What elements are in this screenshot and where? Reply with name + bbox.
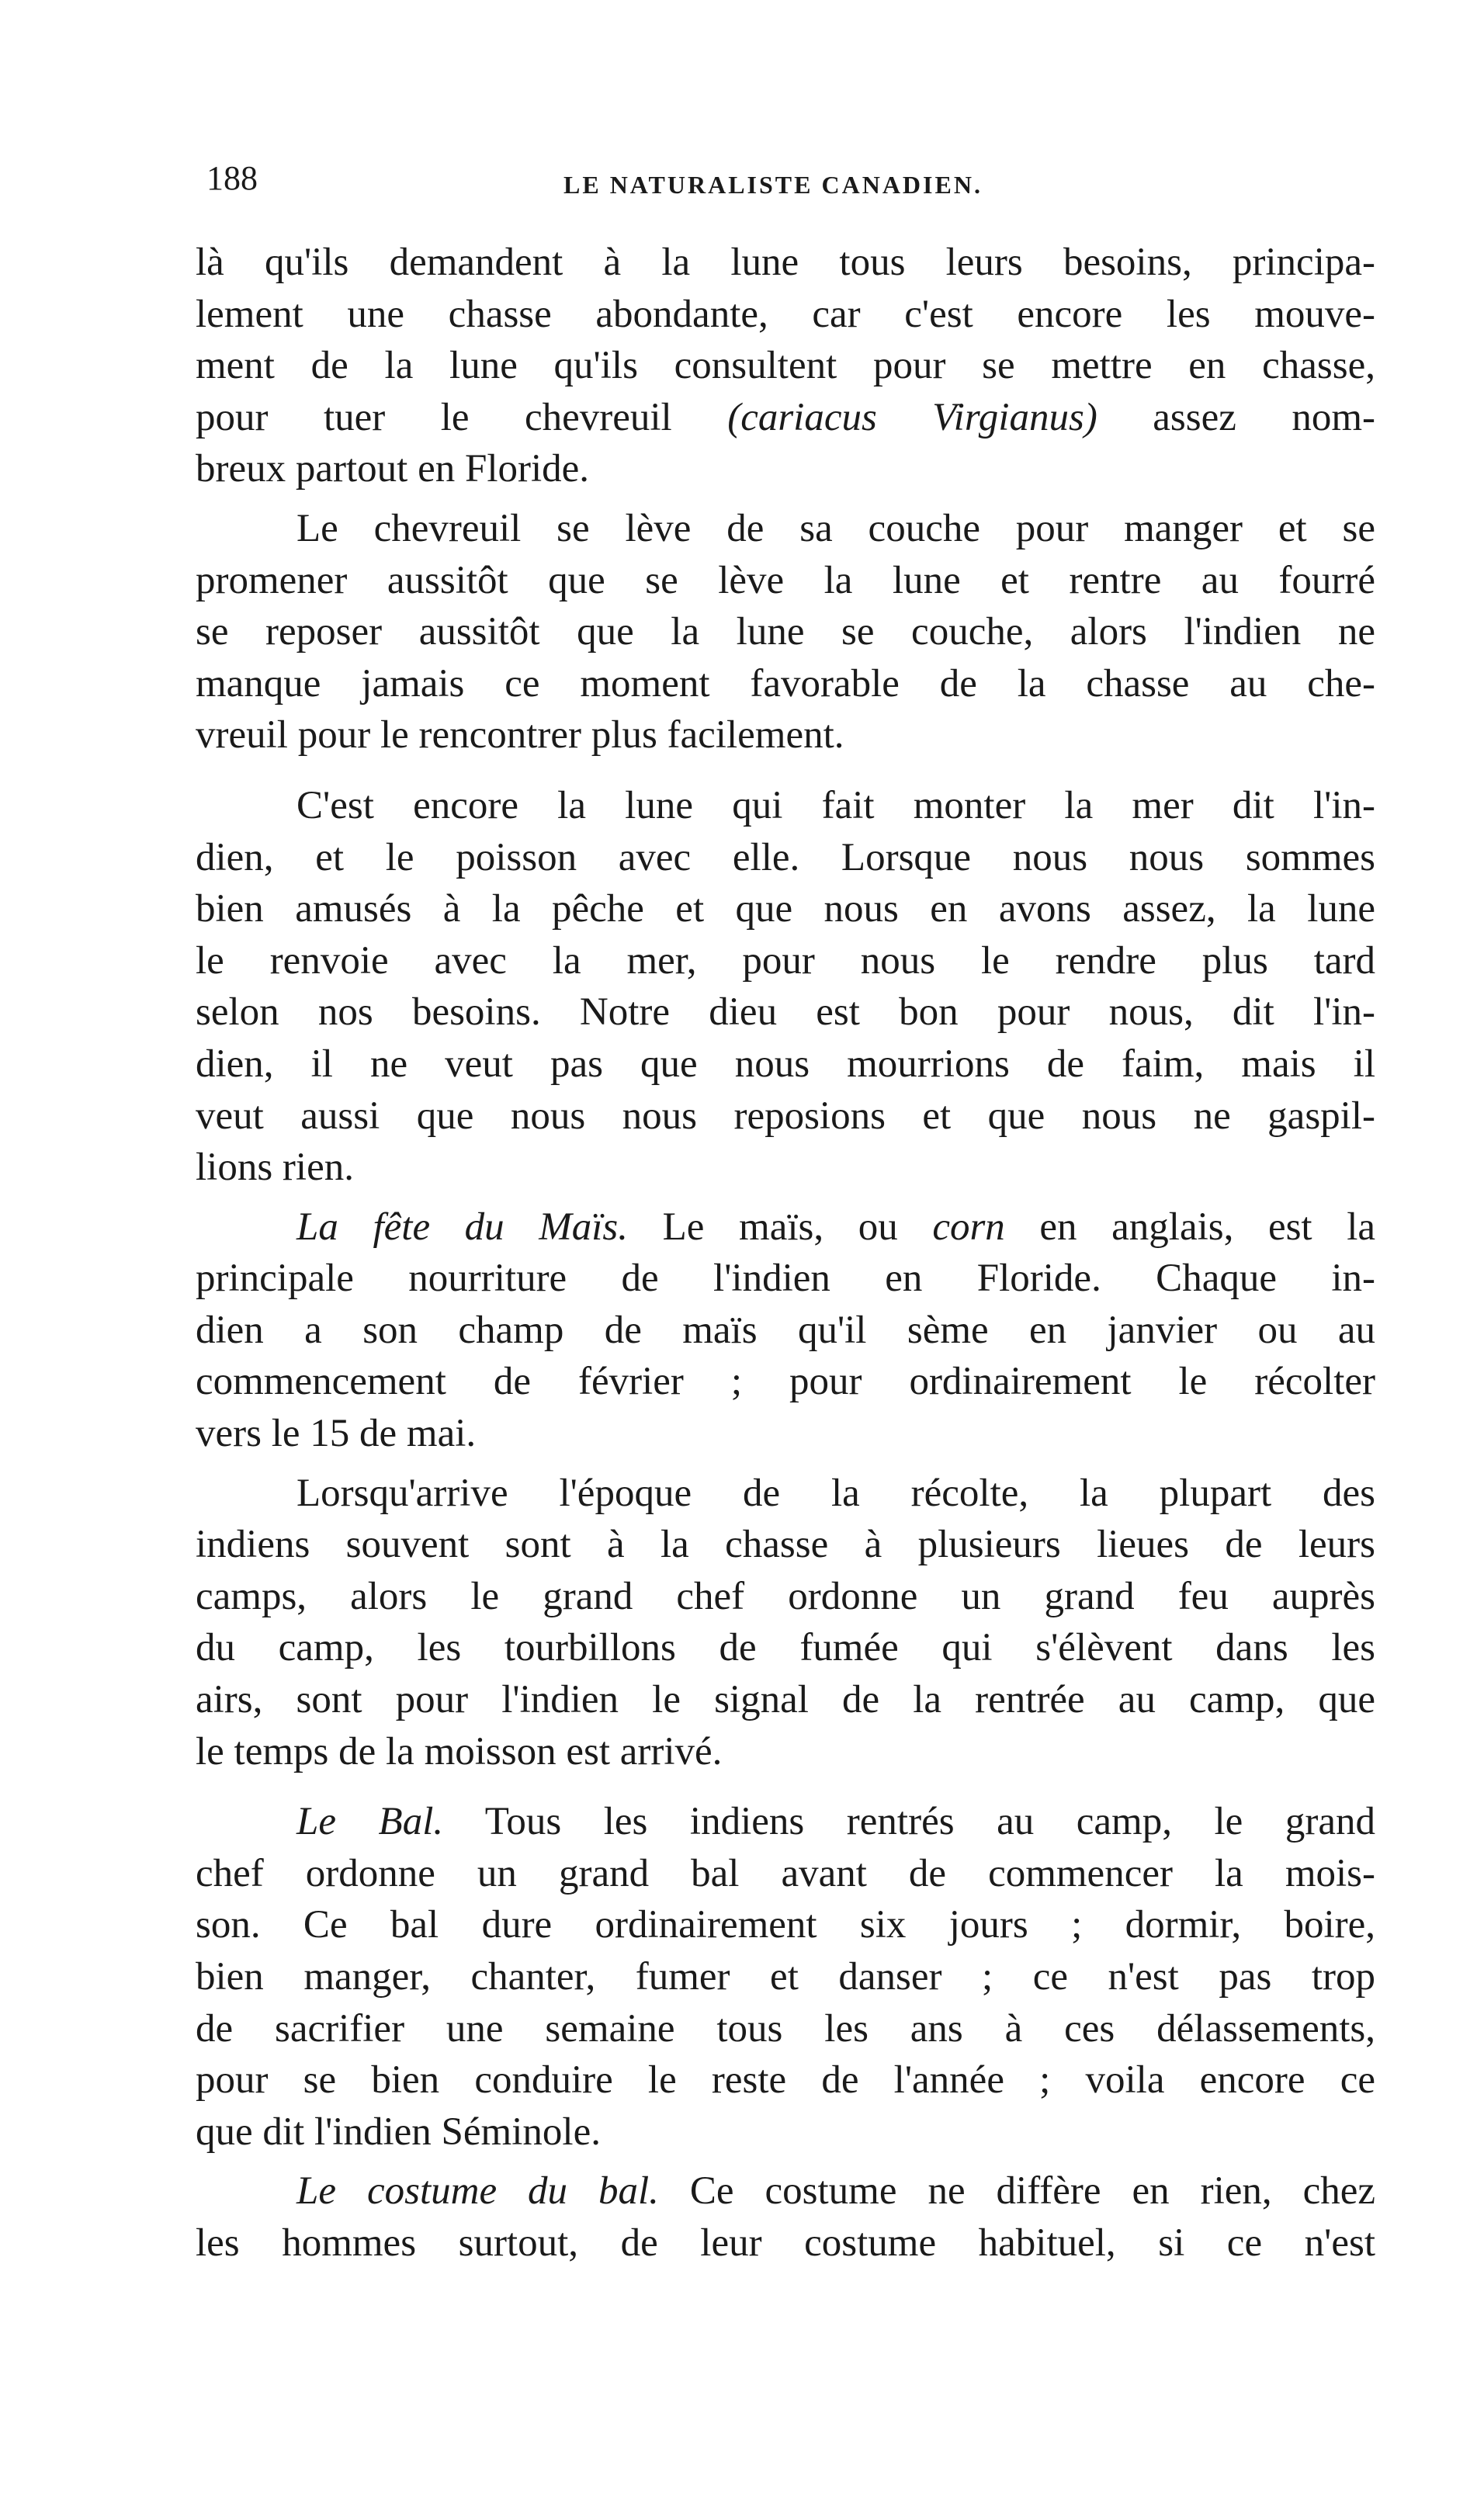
text-line: manque jamais ce moment favorable de la chasse au che- [196, 661, 1375, 706]
paragraph [196, 503, 1375, 761]
paragraph-gap [196, 1460, 1375, 1468]
text-line: son. Ce bal dure ordinairement six jours ; dormir, boire, [196, 1903, 1375, 1947]
text-run: Ce costume ne diffère en rien, chez [689, 2169, 1375, 2214]
text-line: bien manger, chanter, fumer et danser ; ce n'est pas trop [196, 1955, 1375, 1999]
text-line: lions rien. [196, 1146, 354, 1190]
text-line: camps, alors le grand chef ordonne un grand feu auprès [196, 1574, 1375, 1618]
text-line: Lorsqu'arrive l'époque de la récolte, la plupart des [296, 1471, 1375, 1515]
text-line: dien, il ne veut pas que nous mourrions de faim, mais il [196, 1042, 1375, 1086]
page-number: 188 [206, 159, 258, 197]
text-line: le temps de la moisson est arrivé. [196, 1729, 723, 1773]
paragraph-gap [196, 2158, 1375, 2165]
body-text [196, 237, 1375, 2269]
paragraph-gap [196, 1194, 1375, 1201]
species-name: (cariacus Virgianus) [727, 395, 1097, 439]
text-line: du camp, les tourbillons de fumée qui s'élèvent dans les [196, 1626, 1375, 1670]
text-line: dien, et le poisson avec elle. Lorsque nous nous sommes [196, 835, 1375, 879]
paragraph [196, 1796, 1375, 2158]
paragraph [196, 237, 1375, 495]
text-run: Le maïs, ou [662, 1205, 898, 1249]
text-line: principale nourriture de l'indien en Floride. Chaque in- [196, 1257, 1375, 1301]
text-line: lement une chasse abondante, car c'est encore les mouve- [196, 292, 1375, 336]
text-line: de sacrifier une semaine tous les ans à ces délassements, [196, 2006, 1375, 2051]
paragraph [196, 1201, 1375, 1460]
paragraph-gap [196, 495, 1375, 503]
paragraph [196, 2165, 1375, 2269]
text-run: pour tuer le chevreuil [196, 395, 672, 439]
text-line: veut aussi que nous nous reposions et que nous ne gaspil- [196, 1094, 1375, 1138]
text-line: vers le 15 de mai. [196, 1412, 477, 1456]
text-line [196, 1796, 1375, 1848]
text-line: indiens souvent sont à la chasse à plusieurs lieues de leurs [196, 1523, 1375, 1567]
section-heading: Le costume du bal. [296, 2169, 659, 2214]
page-header [206, 155, 1378, 210]
text-line: airs, sont pour l'indien le signal de la rentrée au camp, que [196, 1678, 1375, 1722]
text-line: selon nos besoins. Notre dieu est bon pour nous, dit l'in- [196, 990, 1375, 1035]
text-line [196, 1201, 1375, 1253]
paragraph [196, 1468, 1375, 1778]
text-line: le renvoie avec la mer, pour nous le rendre plus tard [196, 938, 1375, 983]
paragraph-gap [196, 1777, 1375, 1796]
text-line: là qu'ils demandent à la lune tous leurs besoins, principa- [196, 241, 1375, 284]
text-line: vreuil pour le rencontrer plus facilement. [196, 713, 844, 758]
text-line: Le chevreuil se lève de sa couche pour manger et se [296, 506, 1375, 550]
text-line: chef ordonne un grand bal avant de commencer la mois- [196, 1851, 1375, 1895]
text-line [196, 392, 1375, 444]
text-line: bien amusés à la pêche et que nous en avons assez, la lune [196, 887, 1375, 931]
section-heading: Le Bal. [296, 1800, 444, 1844]
text-line: commencement de février ; pour ordinairement le récolter [196, 1360, 1375, 1404]
text-run: Tous les indiens rentrés au camp, le grand [484, 1800, 1375, 1844]
text-line: se reposer aussitôt que la lune se couche, alors l'indien ne [196, 610, 1375, 654]
text-run: assez nom- [1153, 395, 1376, 439]
running-title: LE NATURALISTE CANADIEN. [563, 171, 983, 199]
text-line: promener aussitôt que se lève la lune et rentre au fourré [196, 558, 1375, 602]
text-line: pour se bien conduire le reste de l'année ; voila encore ce [196, 2058, 1375, 2103]
text-line: les hommes surtout, de leur costume habituel, si ce n'est [196, 2221, 1375, 2265]
text-line: breux partout en Floride. [196, 447, 590, 491]
text-line [196, 2165, 1375, 2217]
paragraph-gap [196, 761, 1375, 780]
paragraph [196, 780, 1375, 1194]
section-heading: La fête du Maïs. [296, 1205, 629, 1249]
foreign-word: corn [932, 1205, 1005, 1249]
text-line: ment de la lune qu'ils consultent pour se mettre en chasse, [196, 344, 1375, 388]
text-line: que dit l'indien Séminole. [196, 2110, 601, 2154]
text-line: dien a son champ de maïs qu'il sème en janvier ou au [196, 1308, 1375, 1352]
text-run: en anglais, est la [1039, 1205, 1376, 1249]
text-line: C'est encore la lune qui fait monter la mer dit l'in- [296, 783, 1375, 827]
